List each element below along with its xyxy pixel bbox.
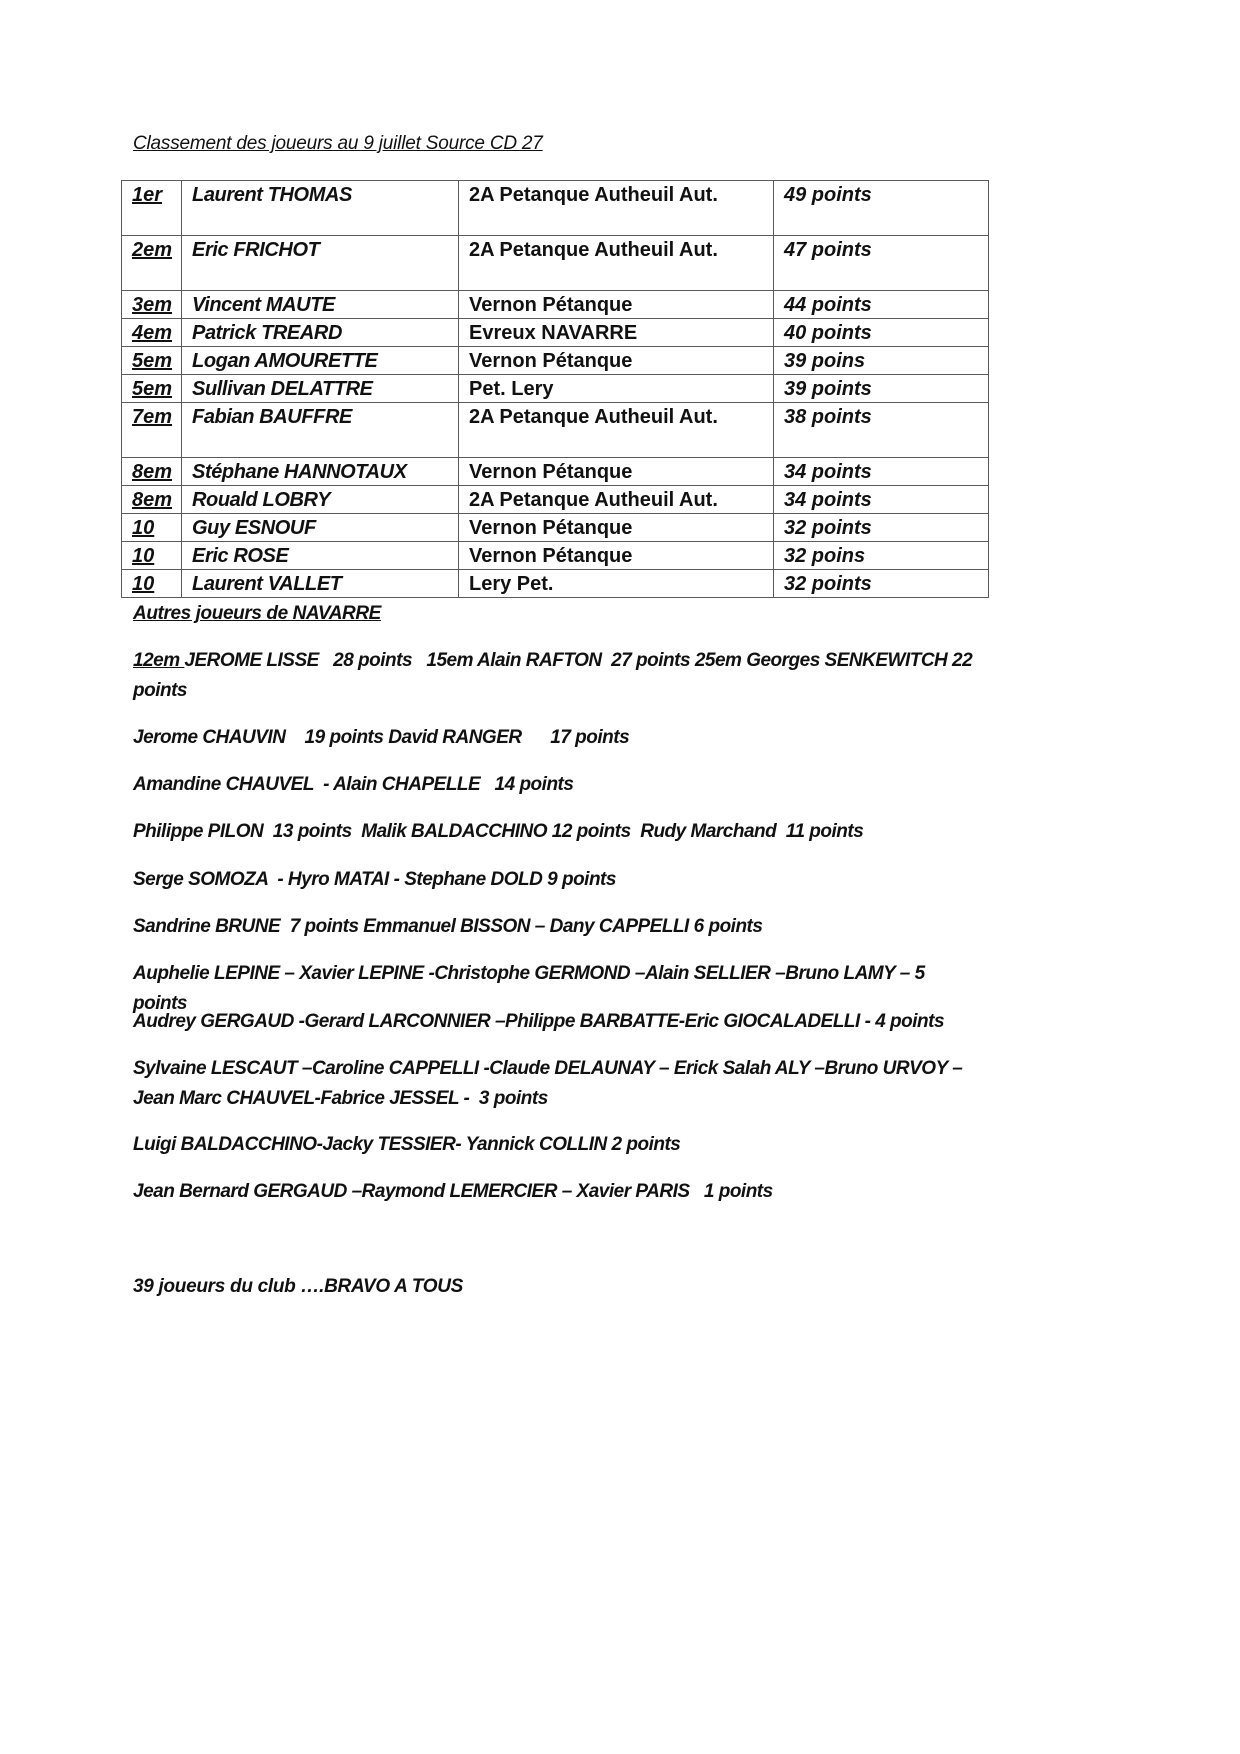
rank-cell: 5em xyxy=(122,347,182,375)
paragraph-line: Audrey GERGAUD -Gerard LARCONNIER –Philippe BARBATTE-Eric GIOCALADELLI - 4 points xyxy=(133,1011,945,1032)
club-cell: 2A Petanque Autheuil Aut. xyxy=(459,486,774,514)
club-cell: Lery Pet. xyxy=(459,570,774,598)
points-cell: 39 poins xyxy=(774,347,989,375)
rank-cell: 8em xyxy=(122,486,182,514)
table-row xyxy=(122,319,989,347)
section-heading: Autres joueurs de NAVARRE xyxy=(133,603,381,624)
table-row xyxy=(122,347,989,375)
player-name-cell: Logan AMOURETTE xyxy=(182,347,459,375)
table-row xyxy=(122,570,989,598)
player-name-cell: Patrick TREARD xyxy=(182,319,459,347)
paragraph-line: Sandrine BRUNE 7 points Emmanuel BISSON – Dany CAPPELLI 6 points xyxy=(133,916,763,937)
rank-cell: 10 xyxy=(122,514,182,542)
player-name-cell: Sullivan DELATTRE xyxy=(182,375,459,403)
points-cell: 40 points xyxy=(774,319,989,347)
table-row xyxy=(122,403,989,458)
rank-cell: 10 xyxy=(122,542,182,570)
club-cell: 2A Petanque Autheuil Aut. xyxy=(459,236,774,291)
club-cell: Vernon Pétanque xyxy=(459,347,774,375)
table-row xyxy=(122,291,989,319)
rank-cell: 4em xyxy=(122,319,182,347)
rank-label: 12em xyxy=(133,650,185,671)
points-cell: 32 points xyxy=(774,570,989,598)
paragraph-line: Sylvaine LESCAUT –Caroline CAPPELLI -Claude DELAUNAY – Erick Salah ALY –Bruno URVOY –Jean Marc CHAUVEL-Fabrice JESSEL - 3 points xyxy=(133,1058,963,1109)
footer-message: 39 joueurs du club ….BRAVO A TOUS xyxy=(133,1276,464,1297)
points-cell: 39 points xyxy=(774,375,989,403)
table-row xyxy=(122,236,989,291)
points-cell: 38 points xyxy=(774,403,989,458)
rank-cell: 7em xyxy=(122,403,182,458)
club-cell: Vernon Pétanque xyxy=(459,514,774,542)
rank-cell: 8em xyxy=(122,458,182,486)
paragraph-line: Jerome CHAUVIN 19 points David RANGER 17 points xyxy=(133,727,630,748)
club-cell: 2A Petanque Autheuil Aut. xyxy=(459,181,774,236)
points-cell: 32 poins xyxy=(774,542,989,570)
points-cell: 44 points xyxy=(774,291,989,319)
rank-cell: 5em xyxy=(122,375,182,403)
table-row xyxy=(122,181,989,236)
points-cell: 34 points xyxy=(774,486,989,514)
club-cell: Pet. Lery xyxy=(459,375,774,403)
rank-cell: 1er xyxy=(122,181,182,236)
table-row xyxy=(122,375,989,403)
club-cell: Vernon Pétanque xyxy=(459,291,774,319)
paragraph-line: Amandine CHAUVEL - Alain CHAPELLE 14 points xyxy=(133,774,574,795)
player-name-cell: Eric ROSE xyxy=(182,542,459,570)
player-name-cell: Rouald LOBRY xyxy=(182,486,459,514)
paragraph-line: Jean Bernard GERGAUD –Raymond LEMERCIER – Xavier PARIS 1 points xyxy=(133,1181,773,1202)
page-title: Classement des joueurs au 9 juillet Source CD 27 xyxy=(133,133,543,154)
table-row xyxy=(122,542,989,570)
club-cell: Evreux NAVARRE xyxy=(459,319,774,347)
ranking-table xyxy=(121,180,989,598)
table-row xyxy=(122,486,989,514)
player-name-cell: Laurent THOMAS xyxy=(182,181,459,236)
points-cell: 47 points xyxy=(774,236,989,291)
points-cell: 49 points xyxy=(774,181,989,236)
table-row xyxy=(122,458,989,486)
player-name-cell: Laurent VALLET xyxy=(182,570,459,598)
rank-cell: 2em xyxy=(122,236,182,291)
club-cell: Vernon Pétanque xyxy=(459,542,774,570)
paragraph-text: JEROME LISSE 28 points 15em Alain RAFTON 27 points 25em Georges SENKEWITCH 22 points xyxy=(133,650,977,701)
paragraph-line: Luigi BALDACCHINO-Jacky TESSIER- Yannick COLLIN 2 points xyxy=(133,1134,681,1155)
paragraph-line: Serge SOMOZA - Hyro MATAI - Stephane DOLD 9 points xyxy=(133,869,616,890)
rank-cell: 10 xyxy=(122,570,182,598)
player-name-cell: Eric FRICHOT xyxy=(182,236,459,291)
player-name-cell: Guy ESNOUF xyxy=(182,514,459,542)
points-cell: 34 points xyxy=(774,458,989,486)
player-name-cell: Vincent MAUTE xyxy=(182,291,459,319)
paragraph-line xyxy=(133,646,977,706)
player-name-cell: Fabian BAUFFRE xyxy=(182,403,459,458)
paragraph-line: Auphelie LEPINE – Xavier LEPINE -Christophe GERMOND –Alain SELLIER –Bruno LAMY – 5 points xyxy=(133,963,930,1014)
rank-cell: 3em xyxy=(122,291,182,319)
club-cell: 2A Petanque Autheuil Aut. xyxy=(459,403,774,458)
club-cell: Vernon Pétanque xyxy=(459,458,774,486)
paragraph-line: Philippe PILON 13 points Malik BALDACCHINO 12 points Rudy Marchand 11 points xyxy=(133,821,864,842)
player-name-cell: Stéphane HANNOTAUX xyxy=(182,458,459,486)
table-row xyxy=(122,514,989,542)
points-cell: 32 points xyxy=(774,514,989,542)
